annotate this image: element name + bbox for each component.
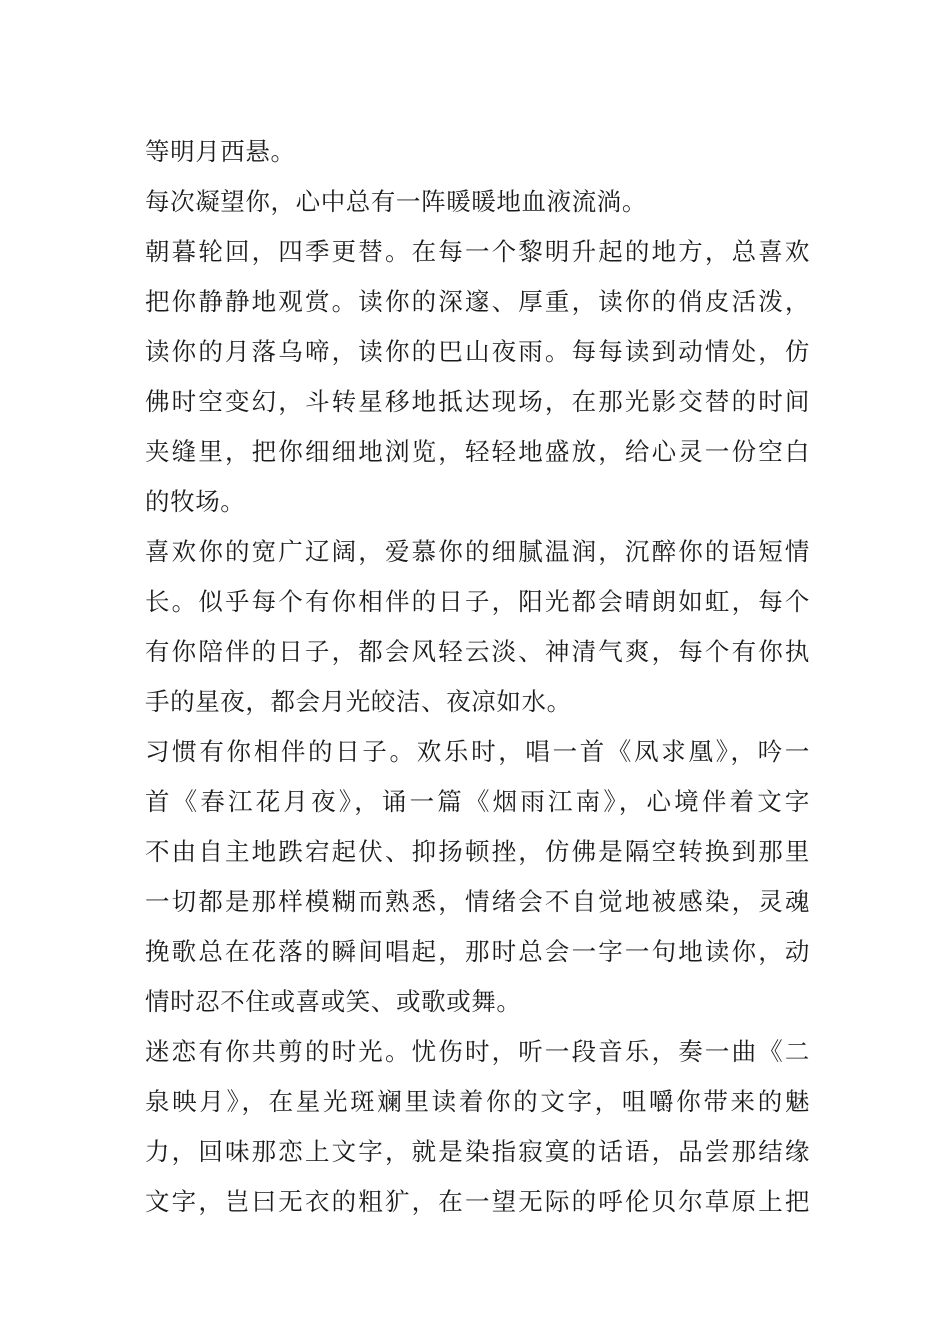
text-line: 有你陪伴的日子，都会风轻云淡、神清气爽，每个有你执 [145,637,810,666]
text-line: 夹缝里，把你细细地浏览，轻轻地盛放，给心灵一份空白 [145,437,810,466]
text-line: 一切都是那样模糊而熟悉，情绪会不自觉地被感染，灵魂 [145,887,810,916]
text-line: 的牧场。 [145,487,246,516]
text-line: 佛时空变幻，斗转星移地抵达现场，在那光影交替的时间 [145,387,810,416]
text-line: 泉映月》，在星光斑斓里读着你的文字，咀嚼你带来的魅 [145,1087,810,1116]
text-line: 等明月西悬。 [145,137,296,166]
text-line: 首《春江花月夜》，诵一篇《烟雨江南》，心境伴着文字 [145,787,810,816]
text-line: 手的星夜，都会月光皎洁、夜凉如水。 [145,687,572,716]
text-line: 文字，岂曰无衣的粗犷，在一望无际的呼伦贝尔草原上把 [145,1187,810,1216]
text-line: 情时忍不住或喜或笑、或歌或舞。 [145,987,522,1016]
text-line: 力，回味那恋上文字，就是染指寂寞的话语，品尝那结缘 [145,1137,810,1166]
text-line: 迷恋有你共剪的时光。忧伤时，听一段音乐，奏一曲《二 [145,1037,810,1066]
text-line: 习惯有你相伴的日子。欢乐时，唱一首《凤求凰》，吟一 [145,737,810,766]
text-line: 朝暮轮回，四季更替。在每一个黎明升起的地方，总喜欢 [145,237,810,266]
body-text [145,127,810,1227]
text-line: 读你的月落乌啼，读你的巴山夜雨。每每读到动情处，仿 [145,337,810,366]
text-line: 不由自主地跌宕起伏、抑扬顿挫，仿佛是隔空转换到那里 [145,837,810,866]
text-line: 每次凝望你，心中总有一阵暖暖地血液流淌。 [145,187,647,216]
text-line: 挽歌总在花落的瞬间唱起，那时总会一字一句地读你，动 [145,937,810,966]
text-line: 把你静静地观赏。读你的深邃、厚重，读你的俏皮活泼， [145,287,810,316]
text-line: 长。似乎每个有你相伴的日子，阳光都会晴朗如虹，每个 [145,587,810,616]
text-line: 喜欢你的宽广辽阔，爱慕你的细腻温润，沉醉你的语短情 [145,537,810,566]
